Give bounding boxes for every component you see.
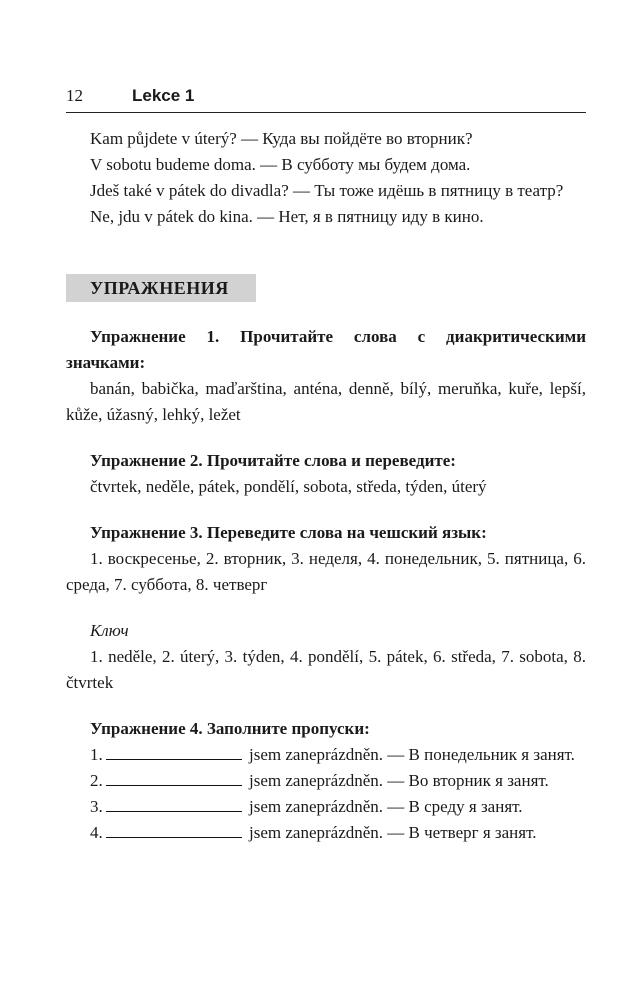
fill-blank-item (66, 820, 586, 846)
item-text: jsem zaneprázdněn. — В среду я занят. (249, 797, 523, 816)
exercise-3-body: 1. воскресенье, 2. вторник, 3. неделя, 4. понедельник, 5. пятница, 6. среда, 7. суббота, 8. четверг (66, 549, 586, 594)
item-number: 1. (90, 745, 103, 764)
dialogue-line: V sobotu budeme doma. — В субботу мы будем дома. (90, 155, 471, 174)
fill-blank-item (66, 742, 586, 768)
item-text: jsem zaneprázdněn. — Во вторник я занят. (249, 771, 549, 790)
exercise-3-key-body: 1. neděle, 2. úterý, 3. týden, 4. pondělí, 5. pátek, 6. středa, 7. sobota, 8. čtvrtek (66, 647, 586, 692)
exercise-4-heading: Упражнение 4. Заполните пропуски: (90, 719, 370, 738)
page-content (66, 126, 586, 846)
item-text: jsem zaneprázdněn. — В четверг я занят. (249, 823, 537, 842)
fill-blank-item (66, 768, 586, 794)
page-number: 12 (66, 86, 83, 105)
exercise-3-heading: Упражнение 3. Переведите слова на чешский язык: (90, 523, 487, 542)
blank-line[interactable] (106, 745, 242, 760)
item-number: 4. (90, 823, 103, 842)
exercise-1-body: banán, babička, maďarština, anténa, denně, bílý, meruňka, kuře, lepší, kůže, úžasný, lehký, ležet (66, 379, 586, 424)
exercise-3-key-label: Ключ (90, 621, 129, 640)
blank-line[interactable] (106, 771, 242, 786)
blank-line[interactable] (106, 823, 242, 838)
item-text: jsem zaneprázdněn. — В понедельник я занят. (249, 745, 575, 764)
section-heading-bar (66, 274, 256, 302)
page-header (66, 86, 586, 113)
blank-line[interactable] (106, 797, 242, 812)
section-title: УПРАЖНЕНИЯ (90, 278, 229, 298)
fill-blank-item (66, 794, 586, 820)
exercise-2-body: čtvrtek, neděle, pátek, pondělí, sobota, středa, týden, úterý (90, 477, 487, 496)
item-number: 3. (90, 797, 103, 816)
dialogue-line: Ne, jdu v pátek do kina. — Нет, я в пятницу иду в кино. (90, 207, 484, 226)
dialogue-line: Kam půjdete v úterý? — Куда вы пойдёте во вторник? (90, 129, 473, 148)
running-head: Lekce 1 (132, 86, 195, 105)
dialogue-line: Jdeš také v pátek do divadla? — Ты тоже идёшь в пятницу в театр? (90, 181, 564, 200)
exercise-1-heading: Упражнение 1. Прочитайте слова с диакритическими значками: (66, 327, 586, 372)
item-number: 2. (90, 771, 103, 790)
exercise-2-heading: Упражнение 2. Прочитайте слова и переведите: (90, 451, 456, 470)
